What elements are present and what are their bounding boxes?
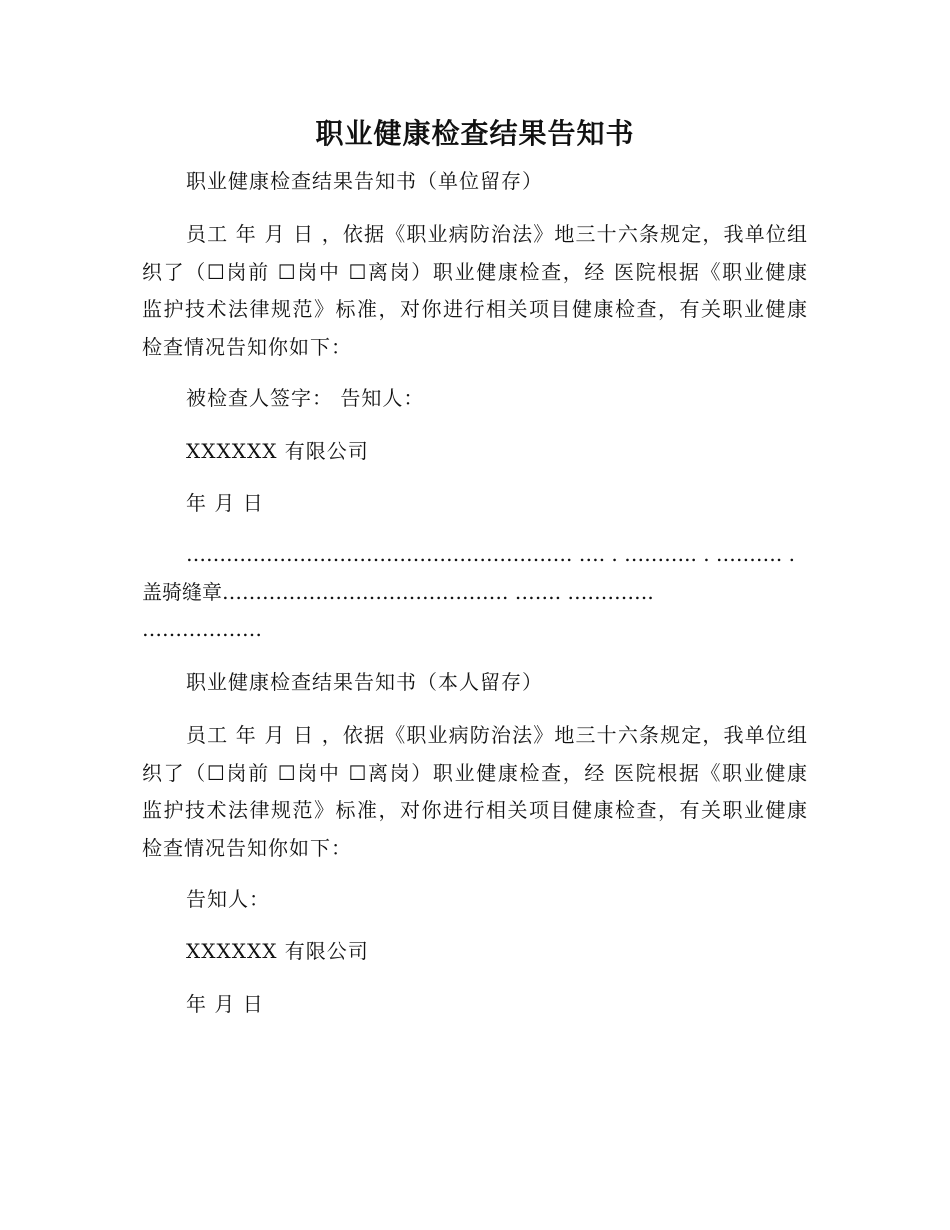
unit-copy-heading: 职业健康检查结果告知书（单位留存）: [186, 169, 543, 193]
personal-copy-body: 员工 年 月 日 ，依据《职业病防治法》地三十六条规定，我单位组织了（☐岗前 ☐岗中 ☐离岗）职业健康检查，经 医院根据《职业健康监护技术法律规范》标准，对你进行相关项目健康检查，有关职业健康检查情况告知你如下：: [142, 723, 808, 860]
unit-copy-date: 年 月 日: [186, 491, 264, 515]
unit-copy-signature-line: 被检查人签字： 告知人：: [186, 386, 425, 410]
seam-stamp-line-2: 盖骑缝章……………………………………. ……. ………….: [142, 580, 654, 604]
personal-copy-signature-line: 告知人：: [186, 887, 270, 911]
personal-copy-heading: 职业健康检查结果告知书（本人留存）: [186, 670, 543, 694]
personal-copy-date: 年 月 日: [186, 992, 264, 1016]
seam-stamp-line-3: ………………: [142, 617, 262, 641]
unit-copy-body: 员工 年 月 日 ，依据《职业病防治法》地三十六条规定，我单位组织了（☐岗前 ☐岗中 ☐离岗）职业健康检查，经 医院根据《职业健康监护技术法律规范》标准，对你进行相关项目健康检查，有关职业健康检查情况告知你如下：: [142, 222, 808, 359]
seam-stamp-line-1: …………………………………………………. …. . ……….. . ………. .: [186, 542, 796, 566]
document-title: 职业健康检查结果告知书: [315, 117, 635, 150]
unit-copy-company: XXXXXX 有限公司: [186, 439, 369, 463]
personal-copy-company: XXXXXX 有限公司: [186, 939, 369, 963]
